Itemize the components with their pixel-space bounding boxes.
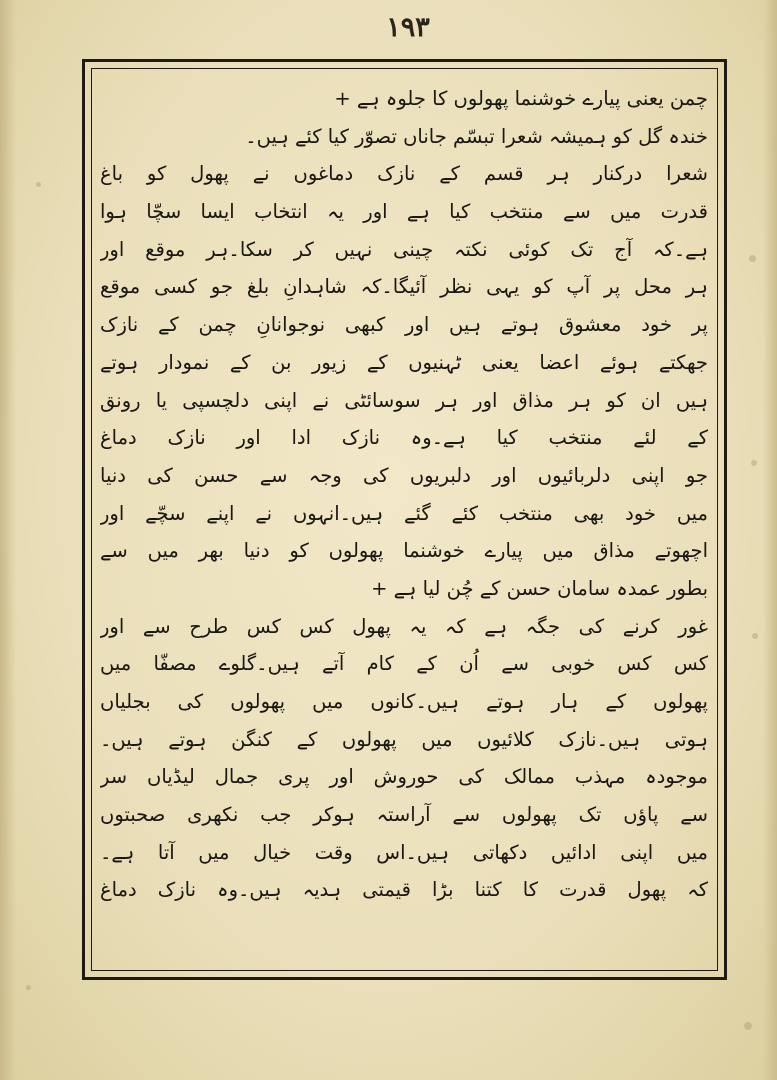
text-line: کہ پھول قدرت کا کتنا بڑا قیمتی ہدیہ ہیں۔وہ نازک دماغ: [100, 878, 708, 902]
text-line: ہر محل پر آپ کو یہی نظر آئیگا۔کہ شاہدانِ بلغ جو کسی موقع: [100, 275, 708, 299]
text-line: پھولوں کے ہار ہوتے ہیں۔کانوں میں پھولوں کی بجلیاں: [100, 690, 708, 713]
text-line: موجودہ مہذب ممالک کی حوروش اور پری جمال لیڈیاں سر: [100, 765, 708, 789]
paper-speck: [751, 460, 757, 466]
text-line: اچھوتے مذاق میں پیارے خوشنما پھولوں کو دنیا بھر میں سے: [100, 539, 708, 563]
text-line: پر خود معشوق ہوتے ہیں اور کبھی نوجوانانِ چمن کے نازک: [100, 313, 708, 337]
text-line: کے لئے منتخب کیا ہے۔وہ نازک ادا اور نازک دماغ: [100, 426, 708, 450]
text-line: جھکتے ہوئے اعضا یعنی ٹہنیوں کے زیور بن کے نمودار ہوتے: [100, 350, 708, 374]
paper-speck: [26, 985, 31, 990]
text-line: میں اپنی ادائیں دکھاتی ہیں۔اس وقت خیال میں آتا ہے۔: [100, 840, 708, 864]
text-line: خندہ گل کو ہمیشہ شعرا تبسّم جاناں تصوّر کیا کئے ہیں۔: [245, 124, 708, 148]
text-line: چمن یعنی پیارے خوشنما پھولوں کا جلوہ ہے +: [334, 87, 708, 110]
text-line: ہے۔کہ آج تک کوئی نکتہ چینی نہیں کر سکا۔ہر موقع اور: [100, 237, 708, 261]
paper-speck: [749, 255, 756, 262]
page-number: ۱۹۳: [386, 12, 430, 43]
text-line: ہوتی ہیں۔نازک کلائیوں میں پھولوں کے کنگن ہوتے ہیں۔: [100, 727, 708, 751]
text-line: ہیں ان کو ہر مذاق اور ہر سوسائٹی نے اپنی دلچسپی یا رونق: [100, 388, 708, 412]
text-line: جو اپنی دلربائیوں اور دلبریوں کی وجہ سے حسن کی دنیا: [100, 463, 708, 487]
text-line: میں خود بھی منتخب کئے گئے ہیں۔انہوں نے اپنے سچّے اور: [100, 501, 708, 525]
text-line: غور کرنے کی جگہ ہے کہ یہ پھول کس کس طرح سے اور: [100, 614, 708, 638]
text-line: شعرا درکنار ہر قسم کے نازک دماغوں نے پھول کو باغ: [100, 162, 708, 186]
text-line: کس کس خوبی سے اُن کے کام آتے ہیں۔گلوے مصفّا میں: [100, 652, 708, 676]
text-line: قدرت میں سے منتخب کیا ہے اور یہ انتخاب ایسا سچّا ہوا: [100, 200, 708, 224]
urdu-text-body: [100, 80, 708, 965]
page-shadow-left: [0, 0, 16, 1080]
page-shadow-right: [763, 0, 777, 1080]
paper-speck: [36, 182, 41, 187]
text-line: بطور عمدہ سامان حسن کے چُن لیا ہے +: [371, 576, 708, 600]
text-line: سے پاؤں تک پھولوں سے آراستہ ہوکر جب نکھری صحبتوں: [100, 803, 708, 827]
paper-speck: [744, 1022, 752, 1030]
paper-speck: [752, 633, 758, 639]
